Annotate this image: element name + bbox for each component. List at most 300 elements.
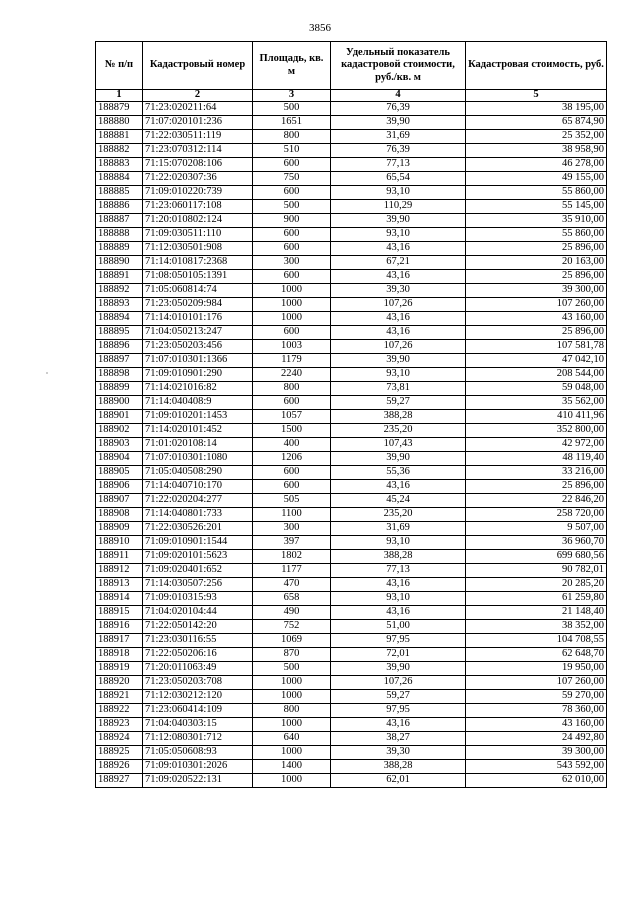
row-number-cell: 188916 [96, 620, 143, 634]
header-specific-value: Удельный показатель кадастровой стоимости, руб./кв. м [331, 42, 466, 90]
cadastral-value-cell: 410 411,96 [466, 410, 607, 424]
row-number-cell: 188881 [96, 130, 143, 144]
area-cell: 1206 [253, 452, 331, 466]
row-number-cell: 188912 [96, 564, 143, 578]
area-cell: 1057 [253, 410, 331, 424]
cadastral-value-cell: 59 048,00 [466, 382, 607, 396]
table-row [96, 452, 607, 466]
specific-value-cell: 72,01 [331, 648, 466, 662]
area-cell: 1100 [253, 508, 331, 522]
cadastral-value-cell: 48 119,40 [466, 452, 607, 466]
cadastral-value-cell: 25 896,00 [466, 326, 607, 340]
area-cell: 500 [253, 662, 331, 676]
cadastral-value-cell: 25 352,00 [466, 130, 607, 144]
cadastral-number-cell: 71:20:010802:124 [143, 214, 253, 228]
column-number: 2 [143, 90, 253, 102]
specific-value-cell: 43,16 [331, 242, 466, 256]
cadastral-value-cell: 55 145,00 [466, 200, 607, 214]
cadastral-value-cell: 25 896,00 [466, 270, 607, 284]
table-row [96, 690, 607, 704]
table-row [96, 228, 607, 242]
cadastral-number-cell: 71:14:040801:733 [143, 508, 253, 522]
row-number-cell: 188904 [96, 452, 143, 466]
area-cell: 600 [253, 228, 331, 242]
specific-value-cell: 65,54 [331, 172, 466, 186]
cadastral-value-cell: 35 910,00 [466, 214, 607, 228]
row-number-cell: 188922 [96, 704, 143, 718]
cadastral-number-cell: 71:08:050105:1391 [143, 270, 253, 284]
row-number-cell: 188899 [96, 382, 143, 396]
row-number-cell: 188892 [96, 284, 143, 298]
specific-value-cell: 43,16 [331, 606, 466, 620]
specific-value-cell: 38,27 [331, 732, 466, 746]
specific-value-cell: 93,10 [331, 228, 466, 242]
table-row [96, 326, 607, 340]
table-row [96, 242, 607, 256]
cadastral-value-cell: 90 782,01 [466, 564, 607, 578]
area-cell: 800 [253, 130, 331, 144]
table-row [96, 368, 607, 382]
specific-value-cell: 235,20 [331, 424, 466, 438]
area-cell: 1500 [253, 424, 331, 438]
column-number: 5 [466, 90, 607, 102]
specific-value-cell: 76,39 [331, 102, 466, 116]
cadastral-number-cell: 71:14:030507:256 [143, 578, 253, 592]
cadastral-number-cell: 71:12:080301:712 [143, 732, 253, 746]
specific-value-cell: 77,13 [331, 158, 466, 172]
cadastral-value-cell: 107 260,00 [466, 298, 607, 312]
row-number-cell: 188882 [96, 144, 143, 158]
row-number-cell: 188879 [96, 102, 143, 116]
cadastral-number-cell: 71:05:040508:290 [143, 466, 253, 480]
cadastral-number-cell: 71:09:030511:110 [143, 228, 253, 242]
area-cell: 800 [253, 704, 331, 718]
specific-value-cell: 62,01 [331, 774, 466, 788]
specific-value-cell: 43,16 [331, 578, 466, 592]
cadastral-number-cell: 71:22:050142:20 [143, 620, 253, 634]
area-cell: 1003 [253, 340, 331, 354]
area-cell: 752 [253, 620, 331, 634]
area-cell: 600 [253, 158, 331, 172]
area-cell: 397 [253, 536, 331, 550]
area-cell: 510 [253, 144, 331, 158]
cadastral-value-cell: 208 544,00 [466, 368, 607, 382]
specific-value-cell: 73,81 [331, 382, 466, 396]
column-number: 1 [96, 90, 143, 102]
table-row [96, 522, 607, 536]
header-row-number: № п/п [96, 42, 143, 90]
column-number: 3 [253, 90, 331, 102]
specific-value-cell: 93,10 [331, 186, 466, 200]
column-numbers-row [96, 90, 607, 102]
cadastral-value-cell: 258 720,00 [466, 508, 607, 522]
row-number-cell: 188901 [96, 410, 143, 424]
area-cell: 1000 [253, 312, 331, 326]
row-number-cell: 188890 [96, 256, 143, 270]
cadastral-number-cell: 71:23:050209:984 [143, 298, 253, 312]
page-number: 3856 [309, 22, 331, 34]
area-cell: 1000 [253, 774, 331, 788]
specific-value-cell: 43,16 [331, 718, 466, 732]
cadastral-value-cell: 78 360,00 [466, 704, 607, 718]
table-row [96, 550, 607, 564]
row-number-cell: 188906 [96, 480, 143, 494]
area-cell: 640 [253, 732, 331, 746]
table-row [96, 186, 607, 200]
row-number-cell: 188907 [96, 494, 143, 508]
table-row [96, 214, 607, 228]
specific-value-cell: 97,95 [331, 704, 466, 718]
specific-value-cell: 110,29 [331, 200, 466, 214]
cadastral-value-cell: 49 155,00 [466, 172, 607, 186]
table-row [96, 438, 607, 452]
specific-value-cell: 39,30 [331, 746, 466, 760]
row-number-cell: 188895 [96, 326, 143, 340]
cadastral-number-cell: 71:12:030212:120 [143, 690, 253, 704]
cadastral-value-cell: 38 352,00 [466, 620, 607, 634]
cadastral-number-cell: 71:23:030116:55 [143, 634, 253, 648]
row-number-cell: 188924 [96, 732, 143, 746]
row-number-cell: 188897 [96, 354, 143, 368]
table-row [96, 592, 607, 606]
specific-value-cell: 107,43 [331, 438, 466, 452]
cadastral-value-cell: 352 800,00 [466, 424, 607, 438]
cadastral-value-cell: 33 216,00 [466, 466, 607, 480]
specific-value-cell: 31,69 [331, 130, 466, 144]
row-number-cell: 188880 [96, 116, 143, 130]
table-row [96, 144, 607, 158]
cadastral-value-cell: 543 592,00 [466, 760, 607, 774]
row-number-cell: 188891 [96, 270, 143, 284]
scan-speck [46, 372, 48, 374]
row-number-cell: 188909 [96, 522, 143, 536]
cadastral-number-cell: 71:09:010201:1453 [143, 410, 253, 424]
cadastral-number-cell: 71:12:030501:908 [143, 242, 253, 256]
cadastral-number-cell: 71:09:010301:2026 [143, 760, 253, 774]
specific-value-cell: 93,10 [331, 592, 466, 606]
row-number-cell: 188918 [96, 648, 143, 662]
cadastral-value-cell: 9 507,00 [466, 522, 607, 536]
cadastral-value-cell: 107 260,00 [466, 676, 607, 690]
table-row [96, 648, 607, 662]
cadastral-number-cell: 71:07:020101:236 [143, 116, 253, 130]
row-number-cell: 188900 [96, 396, 143, 410]
table-row [96, 732, 607, 746]
row-number-cell: 188920 [96, 676, 143, 690]
specific-value-cell: 43,16 [331, 312, 466, 326]
cadastral-number-cell: 71:23:050203:708 [143, 676, 253, 690]
column-number: 4 [331, 90, 466, 102]
specific-value-cell: 388,28 [331, 550, 466, 564]
cadastral-number-cell: 71:07:010301:1366 [143, 354, 253, 368]
cadastral-value-cell: 21 148,40 [466, 606, 607, 620]
cadastral-number-cell: 71:09:020401:652 [143, 564, 253, 578]
specific-value-cell: 107,26 [331, 298, 466, 312]
cadastral-value-cell: 65 874,90 [466, 116, 607, 130]
area-cell: 1069 [253, 634, 331, 648]
row-number-cell: 188902 [96, 424, 143, 438]
area-cell: 750 [253, 172, 331, 186]
table-row [96, 116, 607, 130]
cadastral-number-cell: 71:20:011063:49 [143, 662, 253, 676]
specific-value-cell: 51,00 [331, 620, 466, 634]
cadastral-number-cell: 71:22:020204:277 [143, 494, 253, 508]
specific-value-cell: 45,24 [331, 494, 466, 508]
cadastral-value-cell: 24 492,80 [466, 732, 607, 746]
row-number-cell: 188913 [96, 578, 143, 592]
table-row [96, 746, 607, 760]
specific-value-cell: 107,26 [331, 676, 466, 690]
area-cell: 470 [253, 578, 331, 592]
cadastral-value-cell: 35 562,00 [466, 396, 607, 410]
cadastral-number-cell: 71:05:050608:93 [143, 746, 253, 760]
cadastral-value-cell: 46 278,00 [466, 158, 607, 172]
cadastral-value-cell: 55 860,00 [466, 228, 607, 242]
cadastral-value-cell: 55 860,00 [466, 186, 607, 200]
area-cell: 900 [253, 214, 331, 228]
specific-value-cell: 39,30 [331, 284, 466, 298]
cadastral-number-cell: 71:23:060117:108 [143, 200, 253, 214]
cadastral-value-cell: 61 259,80 [466, 592, 607, 606]
area-cell: 600 [253, 326, 331, 340]
cadastral-number-cell: 71:14:010101:176 [143, 312, 253, 326]
table-row [96, 634, 607, 648]
table-row [96, 704, 607, 718]
table-row [96, 676, 607, 690]
row-number-cell: 188915 [96, 606, 143, 620]
specific-value-cell: 77,13 [331, 564, 466, 578]
cadastral-value-cell: 699 680,56 [466, 550, 607, 564]
specific-value-cell: 43,16 [331, 326, 466, 340]
cadastral-number-cell: 71:22:020307:36 [143, 172, 253, 186]
table-row [96, 578, 607, 592]
specific-value-cell: 39,90 [331, 354, 466, 368]
cadastral-number-cell: 71:05:060814:74 [143, 284, 253, 298]
table-row [96, 662, 607, 676]
specific-value-cell: 59,27 [331, 690, 466, 704]
row-number-cell: 188888 [96, 228, 143, 242]
table-row [96, 606, 607, 620]
row-number-cell: 188905 [96, 466, 143, 480]
row-number-cell: 188883 [96, 158, 143, 172]
table-header [96, 42, 607, 90]
cadastral-number-cell: 71:09:010220:739 [143, 186, 253, 200]
cadastral-number-cell: 71:04:020104:44 [143, 606, 253, 620]
cadastral-value-cell: 25 896,00 [466, 480, 607, 494]
table-row [96, 410, 607, 424]
cadastral-value-cell: 19 950,00 [466, 662, 607, 676]
table-row [96, 158, 607, 172]
row-number-cell: 188910 [96, 536, 143, 550]
row-number-cell: 188889 [96, 242, 143, 256]
cadastral-value-cell: 59 270,00 [466, 690, 607, 704]
table-row [96, 760, 607, 774]
specific-value-cell: 67,21 [331, 256, 466, 270]
specific-value-cell: 39,90 [331, 662, 466, 676]
area-cell: 600 [253, 396, 331, 410]
row-number-cell: 188923 [96, 718, 143, 732]
cadastral-value-table [95, 41, 607, 788]
cadastral-number-cell: 71:14:040408:9 [143, 396, 253, 410]
table-row [96, 270, 607, 284]
cadastral-number-cell: 71:09:010901:1544 [143, 536, 253, 550]
header-area: Площадь, кв. м [253, 42, 331, 90]
specific-value-cell: 76,39 [331, 144, 466, 158]
cadastral-number-cell: 71:14:020101:452 [143, 424, 253, 438]
table-row [96, 298, 607, 312]
cadastral-value-cell: 43 160,00 [466, 312, 607, 326]
header-cadastral-number: Кадастровый номер [143, 42, 253, 90]
cadastral-value-cell: 20 285,20 [466, 578, 607, 592]
cadastral-value-cell: 62 010,00 [466, 774, 607, 788]
specific-value-cell: 39,90 [331, 116, 466, 130]
row-number-cell: 188914 [96, 592, 143, 606]
cadastral-number-cell: 71:04:040303:15 [143, 718, 253, 732]
cadastral-value-cell: 47 042,10 [466, 354, 607, 368]
cadastral-number-cell: 71:14:010817:2368 [143, 256, 253, 270]
area-cell: 300 [253, 522, 331, 536]
specific-value-cell: 55,36 [331, 466, 466, 480]
area-cell: 1177 [253, 564, 331, 578]
specific-value-cell: 107,26 [331, 340, 466, 354]
table-row [96, 382, 607, 396]
cadastral-value-cell: 38 195,00 [466, 102, 607, 116]
area-cell: 2240 [253, 368, 331, 382]
cadastral-number-cell: 71:07:010301:1080 [143, 452, 253, 466]
cadastral-value-cell: 107 581,78 [466, 340, 607, 354]
table-row [96, 256, 607, 270]
row-number-cell: 188885 [96, 186, 143, 200]
cadastral-value-cell: 20 163,00 [466, 256, 607, 270]
area-cell: 1179 [253, 354, 331, 368]
row-number-cell: 188911 [96, 550, 143, 564]
area-cell: 1000 [253, 746, 331, 760]
cadastral-value-cell: 39 300,00 [466, 284, 607, 298]
cadastral-value-cell: 43 160,00 [466, 718, 607, 732]
row-number-cell: 188917 [96, 634, 143, 648]
row-number-cell: 188921 [96, 690, 143, 704]
cadastral-number-cell: 71:01:020108:14 [143, 438, 253, 452]
specific-value-cell: 388,28 [331, 760, 466, 774]
row-number-cell: 188887 [96, 214, 143, 228]
cadastral-value-cell: 39 300,00 [466, 746, 607, 760]
row-number-cell: 188925 [96, 746, 143, 760]
table-row [96, 312, 607, 326]
area-cell: 870 [253, 648, 331, 662]
row-number-cell: 188908 [96, 508, 143, 522]
cadastral-value-cell: 25 896,00 [466, 242, 607, 256]
cadastral-number-cell: 71:22:050206:16 [143, 648, 253, 662]
table-row [96, 130, 607, 144]
cadastral-value-cell: 62 648,70 [466, 648, 607, 662]
area-cell: 1651 [253, 116, 331, 130]
area-cell: 600 [253, 466, 331, 480]
area-cell: 1000 [253, 718, 331, 732]
cadastral-number-cell: 71:09:020101:5623 [143, 550, 253, 564]
row-number-cell: 188886 [96, 200, 143, 214]
row-number-cell: 188919 [96, 662, 143, 676]
area-cell: 400 [253, 438, 331, 452]
area-cell: 1000 [253, 690, 331, 704]
cadastral-number-cell: 71:09:010315:93 [143, 592, 253, 606]
cadastral-number-cell: 71:09:010901:290 [143, 368, 253, 382]
cadastral-value-cell: 104 708,55 [466, 634, 607, 648]
area-cell: 1000 [253, 284, 331, 298]
area-cell: 300 [253, 256, 331, 270]
row-number-cell: 188893 [96, 298, 143, 312]
table-row [96, 536, 607, 550]
area-cell: 490 [253, 606, 331, 620]
table-row [96, 774, 607, 788]
area-cell: 600 [253, 186, 331, 200]
cadastral-number-cell: 71:23:070312:114 [143, 144, 253, 158]
cadastral-number-cell: 71:23:050203:456 [143, 340, 253, 354]
area-cell: 1000 [253, 298, 331, 312]
row-number-cell: 188898 [96, 368, 143, 382]
cadastral-number-cell: 71:15:070208:106 [143, 158, 253, 172]
cadastral-number-cell: 71:23:060414:109 [143, 704, 253, 718]
cadastral-value-cell: 38 958,90 [466, 144, 607, 158]
table-row [96, 564, 607, 578]
specific-value-cell: 388,28 [331, 410, 466, 424]
area-cell: 1802 [253, 550, 331, 564]
area-cell: 600 [253, 480, 331, 494]
cadastral-number-cell: 71:22:030526:201 [143, 522, 253, 536]
row-number-cell: 188926 [96, 760, 143, 774]
cadastral-number-cell: 71:14:021016:82 [143, 382, 253, 396]
specific-value-cell: 97,95 [331, 634, 466, 648]
specific-value-cell: 235,20 [331, 508, 466, 522]
cadastral-number-cell: 71:09:020522:131 [143, 774, 253, 788]
cadastral-value-cell: 42 972,00 [466, 438, 607, 452]
table-body [96, 90, 607, 788]
area-cell: 500 [253, 200, 331, 214]
table-row [96, 424, 607, 438]
specific-value-cell: 39,90 [331, 214, 466, 228]
cadastral-value-cell: 22 846,20 [466, 494, 607, 508]
table-row [96, 620, 607, 634]
row-number-cell: 188884 [96, 172, 143, 186]
table-row [96, 466, 607, 480]
header-cadastral-value: Кадастровая стоимость, руб. [466, 42, 607, 90]
area-cell: 1400 [253, 760, 331, 774]
specific-value-cell: 43,16 [331, 270, 466, 284]
area-cell: 600 [253, 270, 331, 284]
specific-value-cell: 59,27 [331, 396, 466, 410]
table-row [96, 172, 607, 186]
table-row [96, 718, 607, 732]
area-cell: 658 [253, 592, 331, 606]
cadastral-number-cell: 71:14:040710:170 [143, 480, 253, 494]
table-row [96, 340, 607, 354]
cadastral-number-cell: 71:04:050213:247 [143, 326, 253, 340]
specific-value-cell: 93,10 [331, 368, 466, 382]
table-row [96, 102, 607, 116]
specific-value-cell: 31,69 [331, 522, 466, 536]
area-cell: 800 [253, 382, 331, 396]
cadastral-number-cell: 71:23:020211:64 [143, 102, 253, 116]
specific-value-cell: 93,10 [331, 536, 466, 550]
row-number-cell: 188896 [96, 340, 143, 354]
cadastral-value-cell: 36 960,70 [466, 536, 607, 550]
cadastral-number-cell: 71:22:030511:119 [143, 130, 253, 144]
area-cell: 505 [253, 494, 331, 508]
table-row [96, 480, 607, 494]
table-row [96, 200, 607, 214]
table-row [96, 508, 607, 522]
row-number-cell: 188927 [96, 774, 143, 788]
specific-value-cell: 43,16 [331, 480, 466, 494]
